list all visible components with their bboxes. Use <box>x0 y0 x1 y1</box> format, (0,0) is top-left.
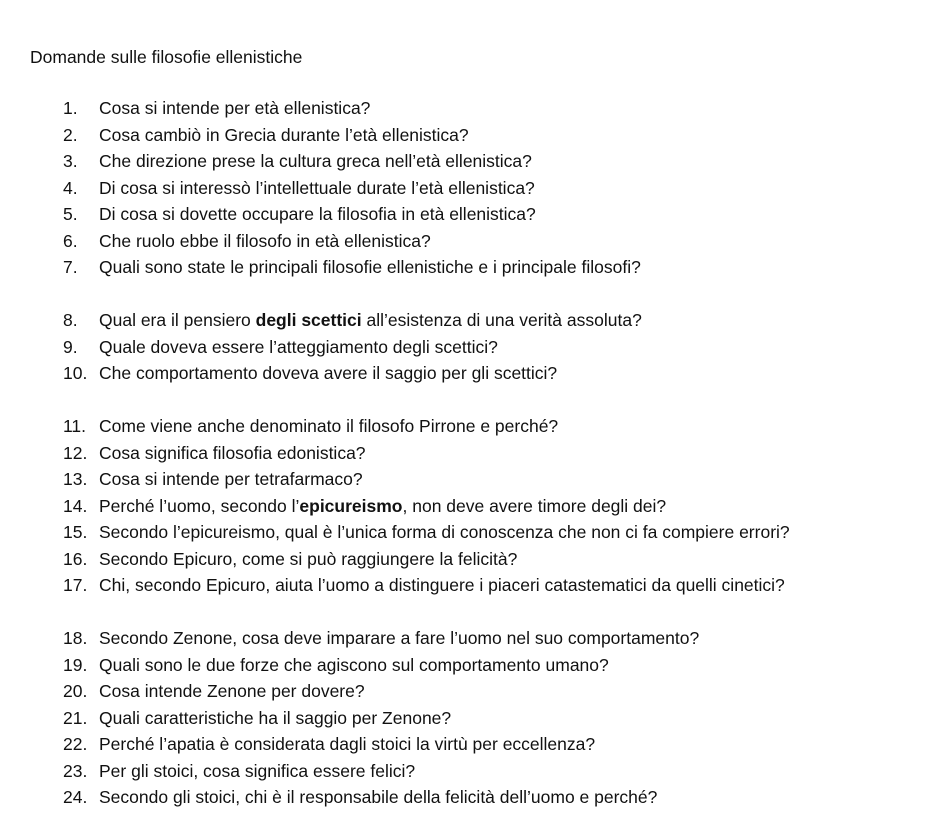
question-text-bold: degli scettici <box>255 310 362 330</box>
question-number: 11. <box>63 416 87 436</box>
question-text: Che direzione prese la cultura greca nell’età ellenistica? <box>99 151 532 171</box>
question-number: 19. <box>63 654 88 675</box>
question-text: Secondo Zenone, cosa deve imparare a fare l’uomo nel suo comportamento? <box>99 628 700 648</box>
question-text: Cosa si intende per tetrafarmaco? <box>99 469 363 489</box>
question-number: 6. <box>63 230 78 251</box>
question-number: 17. <box>63 575 88 595</box>
question-number: 21. <box>63 707 88 728</box>
question-number: 20. <box>63 681 88 701</box>
question-number: 15. <box>63 522 88 542</box>
question-text-post: all’esistenza di una verità assoluta? <box>361 310 642 330</box>
question-text-pre: Qual era il pensiero <box>99 310 256 330</box>
question-text: Che comportamento doveva avere il saggio per gli scettici? <box>99 363 558 383</box>
question-number: 14. <box>63 495 88 516</box>
question-number: 10. <box>63 363 88 383</box>
question-text: Secondo l’epicureismo, qual è l’unica forma di conoscenza che non ci fa compiere errori? <box>99 522 790 542</box>
question-text: Cosa intende Zenone per dovere? <box>99 681 365 701</box>
question-number: 23. <box>63 760 88 781</box>
question-number: 3. <box>63 151 78 171</box>
question-number: 8. <box>63 310 78 330</box>
question-text: Quali sono le due forze che agiscono sul comportamento umano? <box>99 654 609 675</box>
question-number: 24. <box>63 787 88 807</box>
question-number: 18. <box>63 628 88 648</box>
question-text: Cosa si intende per età ellenistica? <box>99 98 371 118</box>
question-text: Cosa significa filosofia edonistica? <box>99 442 366 463</box>
question-text: Quali sono state le principali filosofie ellenistiche e i principale filosofi? <box>99 257 641 277</box>
question-number: 7. <box>63 257 78 277</box>
question-text: Secondo Epicuro, come si può raggiungere la felicità? <box>99 548 518 569</box>
question-text: Quali caratteristiche ha il saggio per Zenone? <box>99 707 452 728</box>
question-text <box>99 493 666 520</box>
question-text: Cosa cambiò in Grecia durante l’età ellenistica? <box>99 124 469 145</box>
question-text <box>99 307 642 334</box>
question-number: 2. <box>63 124 78 145</box>
question-number: 13. <box>63 469 88 489</box>
question-number: 22. <box>63 734 88 754</box>
question-text: Quale doveva essere l’atteggiamento degli scettici? <box>99 336 498 357</box>
question-text-bold: epicureismo <box>299 495 403 516</box>
question-number: 1. <box>63 98 78 118</box>
question-text: Di cosa si dovette occupare la filosofia in età ellenistica? <box>99 204 536 224</box>
question-text: Per gli stoici, cosa significa essere felici? <box>99 760 416 781</box>
question-number: 12. <box>63 442 88 463</box>
question-text: Di cosa si interessò l’intellettuale durate l’età ellenistica? <box>99 177 535 198</box>
question-number: 5. <box>63 204 78 224</box>
question-number: 9. <box>63 336 78 357</box>
document-title: Domande sulle filosofie ellenistiche <box>30 47 303 67</box>
question-text: Che ruolo ebbe il filosofo in età ellenistica? <box>99 230 431 251</box>
question-text: Chi, secondo Epicuro, aiuta l’uomo a distinguere i piaceri catastematici da quelli cinetici? <box>99 575 785 595</box>
question-text: Come viene anche denominato il filosofo Pirrone e perché? <box>99 416 559 436</box>
question-text-post: , non deve avere timore degli dei? <box>402 495 667 516</box>
question-text-pre: Perché l’uomo, secondo l’ <box>99 495 300 516</box>
question-text: Perché l’apatia è considerata dagli stoici la virtù per eccellenza? <box>99 734 596 754</box>
question-text: Secondo gli stoici, chi è il responsabile della felicità dell’uomo e perché? <box>99 787 658 807</box>
question-number: 4. <box>63 177 78 198</box>
question-number: 16. <box>63 548 88 569</box>
